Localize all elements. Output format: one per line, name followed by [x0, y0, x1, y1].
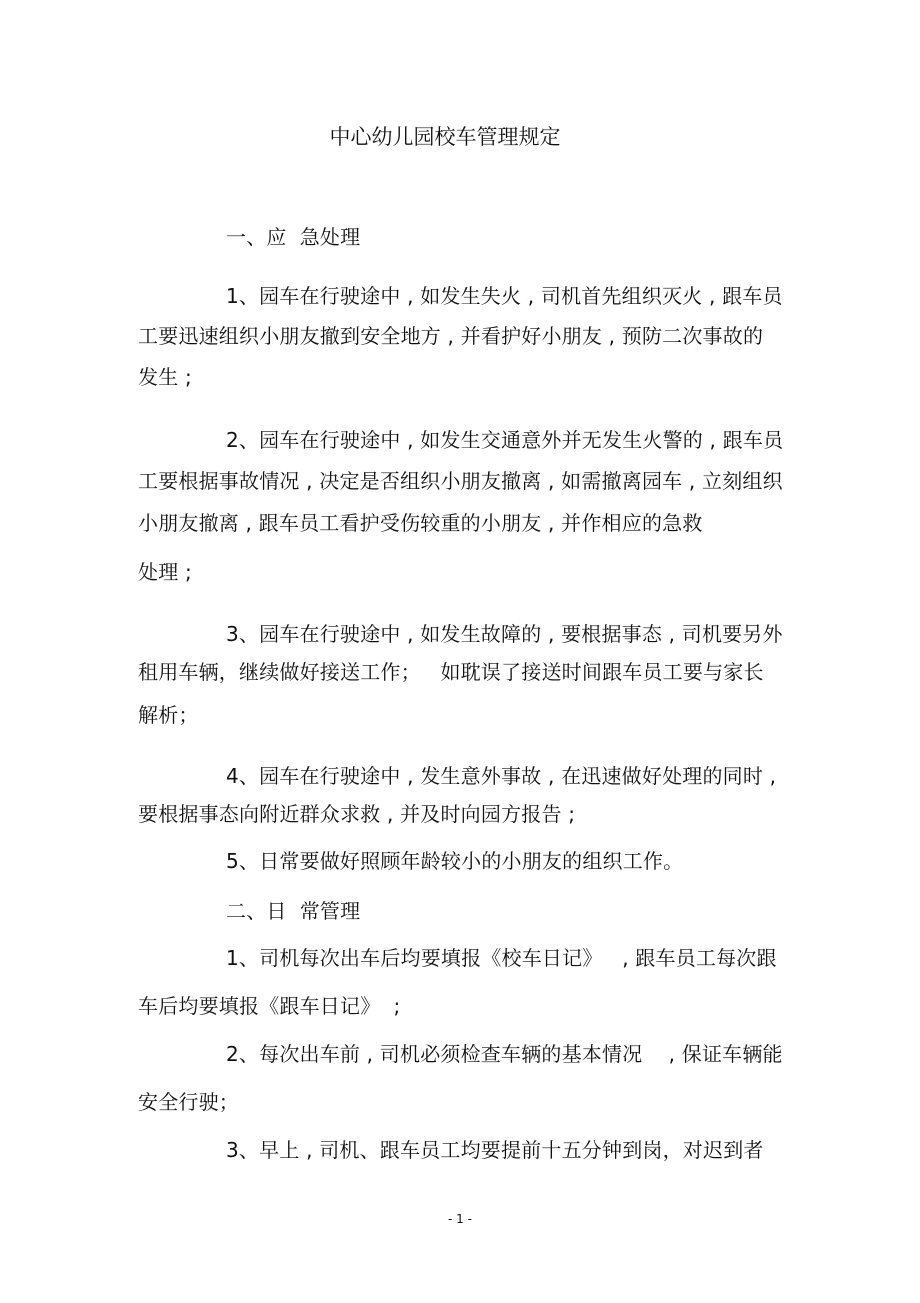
paragraph-line: 3、早上 , 司机、跟车员工均要提前十五分钟到岗，对迟到者: [226, 1138, 764, 1162]
paragraph-line: 租用车辆，继续做好接送工作； 如耽误了接送时间跟车员工要与家长: [138, 660, 764, 684]
paragraph-line: 1、司机每次出车后均要填报《校车日记》 , 跟车员工每次跟: [226, 946, 777, 970]
paragraph-line: 3、园车在行驶途中 , 如发生故障的 , 要根据事态 , 司机要另外: [226, 622, 783, 646]
paragraph-line: 2、每次出车前 , 司机必须检查车辆的基本情况 , 保证车辆能: [226, 1042, 783, 1066]
paragraph-line: 小朋友撤离 , 跟车员工看护受伤较重的小朋友 , 并作相应的急救: [138, 511, 703, 535]
paragraph-line: 5、日常要做好照顾年龄较小的小朋友的组织工作。: [226, 849, 684, 873]
document-title: 中心幼儿园校车管理规定: [329, 125, 561, 149]
paragraph-line: 发生 ;: [138, 365, 192, 389]
paragraph-line: 工要迅速组织小朋友撤到安全地方 , 并看护好小朋友 , 预防二次事故的: [138, 324, 764, 348]
paragraph-line: 4、园车在行驶途中 , 发生意外事故 , 在迅速做好处理的同时 ,: [226, 764, 777, 788]
paragraph-line: 要根据事态向附近群众求救 , 并及时向园方报告 ;: [138, 802, 576, 826]
paragraph-line: 处理 ;: [138, 560, 192, 584]
paragraph-line: 工要根据事故情况 , 决定是否组织小朋友撤离 , 如需撤离园车 , 立刻组织: [138, 469, 783, 493]
paragraph-line: 安全行驶；: [138, 1090, 239, 1114]
paragraph-line: 2、园车在行驶途中 , 如发生交通意外并无发生火警的 , 跟车员: [226, 428, 784, 452]
paragraph-line: 1、园车在行驶途中 , 如发生失火 , 司机首先组织灭火 , 跟车员: [226, 284, 783, 308]
section-heading-emergency: 一、应 急处理: [226, 225, 361, 249]
paragraph-line: 解析；: [138, 703, 199, 727]
paragraph-line: 车后均要填报《跟车日记》 ;: [138, 994, 401, 1018]
page-number: - 1 -: [448, 1212, 472, 1226]
section-heading-daily: 二、日 常管理: [226, 899, 361, 923]
